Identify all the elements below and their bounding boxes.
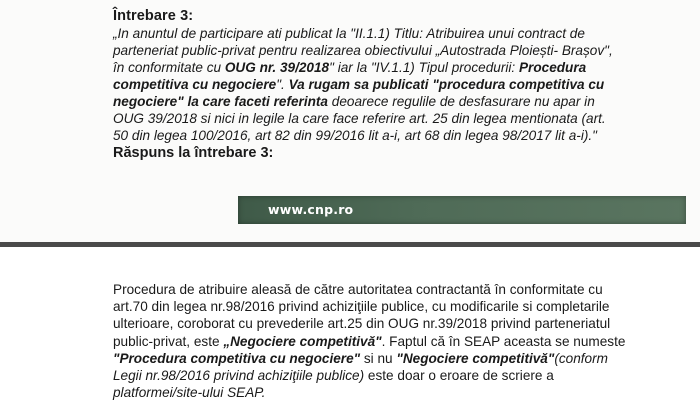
question-title: Întrebare 3: (113, 8, 194, 24)
question-line: în conformitate cu OUG nr. 39/2018" iar la "IV.1.1) Tipul procedurii: Procedura (113, 60, 587, 75)
answer-line: art.70 din legea nr.98/2016 privind achiziţiile publice, cu modificarile si completarile (113, 299, 610, 315)
question-line: OUG 39/2018 si nici in legile la care face referire art. 25 din legea mentionata (art. (113, 111, 606, 126)
answer-line: platformei/site-ului SEAP. (113, 385, 266, 401)
question-body (113, 25, 669, 144)
question-line: negociere" la care faceti referinta deoarece regulile de desfasurare nu apar in (113, 94, 595, 109)
section-divider (0, 242, 700, 247)
website-banner (238, 196, 686, 224)
seap-procedure-name: "Procedura competitiva cu negociere" (113, 350, 361, 366)
question-line: competitiva cu negociere". Va rugam sa publicati "procedura competitiva cu (113, 77, 605, 92)
question-request: Va rugam sa publicati "procedura competitiva cu (288, 77, 605, 92)
procedure-name: "Negociere competitivă" (396, 350, 555, 366)
answer-line: ulterioare, coroborat cu prevederile art.25 din OUG nr.39/2018 privind parteneriatul (113, 316, 611, 332)
procedure-name: „Negociere competitivă" (223, 333, 382, 349)
answer-title: Răspuns la întrebare 3: (113, 145, 274, 161)
answer-line: "Procedura competitiva cu negociere" si nu "Negociere competitivă"(conform (113, 350, 608, 366)
procedure-name: Procedura (518, 60, 587, 75)
question-line: parteneriat public-privat pentru realizarea obiectivului „Autostrada Ploiești- Brașov", (113, 43, 613, 58)
ordinance-reference: OUG nr. 39/2018 (224, 60, 330, 75)
question-line: „In anuntul de participare ati publicat la "II.1.1) Titlu: Atribuirea unui contract de (113, 26, 585, 41)
answer-line: Legii nr.98/2016 privind achiziţiile publice) este doar o eroare de scriere a (113, 368, 554, 384)
question-block (113, 8, 669, 162)
website-url: www.cnp.ro (268, 202, 354, 217)
answer-line: Procedura de atribuire aleasă de către autoritatea contractantă în conformitate cu (113, 282, 603, 297)
question-line: 50 din legea 100/2016, art 82 din 99/2016 lit a-i, art 68 din legea 98/2017 lit a-i)." (113, 128, 597, 143)
answer-block (113, 281, 677, 401)
answer-line: public-privat, este „Negociere competitivă". Faptul că în SEAP aceasta se numeste (113, 333, 626, 349)
